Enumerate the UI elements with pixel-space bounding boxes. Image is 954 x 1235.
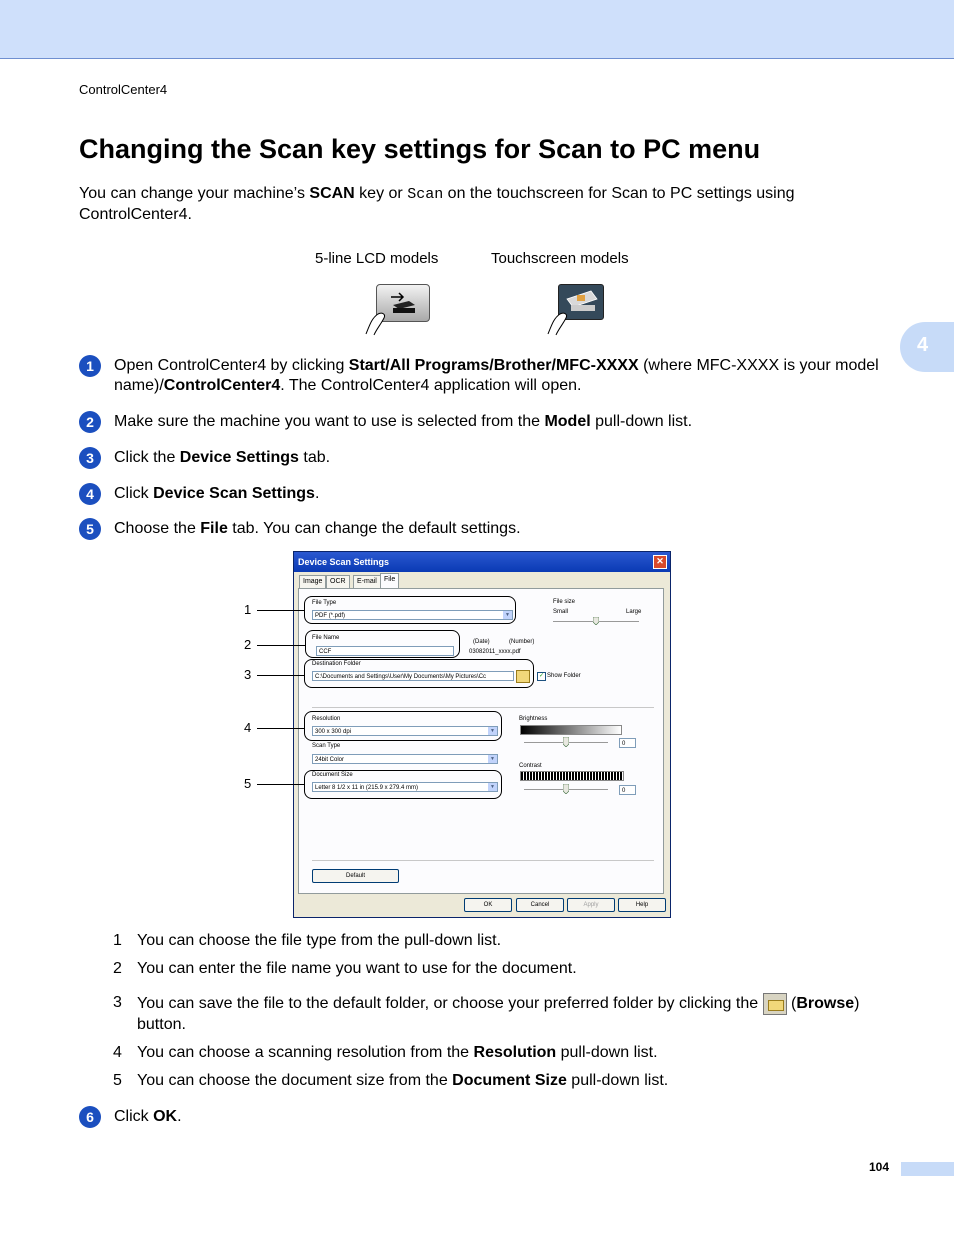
step-1: 1 Open ControlCenter4 by clicking Start/All Programs/Brother/MFC-XXXX (where MFC-XXXX is your model name)/ControlCenter4. The ControlCenter4 application will open. (79, 356, 889, 396)
tab-image[interactable]: Image (299, 575, 326, 588)
step-4: 4 Click Device Scan Settings. (79, 484, 889, 504)
close-icon[interactable]: ✕ (653, 555, 667, 569)
page-number-bar (901, 1162, 954, 1176)
callout-oval-file-name (305, 630, 460, 658)
brightness-input[interactable]: 0 (619, 738, 636, 748)
legend-item: 2 You can enter the file name you want to use for the document. (113, 960, 577, 977)
step-3: 3 Click the Device Settings tab. (79, 448, 889, 468)
chapter-tab: 4 (900, 322, 954, 372)
lcd-models-label: 5-line LCD models (315, 250, 439, 267)
step-number: 4 (79, 483, 101, 505)
chevron-down-icon: ▼ (488, 755, 497, 763)
file-name-label: File Name (312, 635, 340, 641)
legend-item: 1 You can choose the file type from the pull-down list. (113, 932, 502, 949)
file-name-sample: 03082011_xxxx.pdf (469, 649, 521, 655)
step-number: 5 (79, 518, 101, 540)
contrast-input[interactable]: 0 (619, 785, 636, 795)
callout-line (257, 610, 305, 611)
step-6: 6 Click OK. (79, 1107, 889, 1127)
file-size-large-label: Large (626, 609, 642, 615)
callout-oval-resolution (304, 711, 502, 741)
ok-button[interactable]: OK (464, 898, 512, 912)
slider-thumb-icon[interactable] (563, 737, 569, 747)
file-type-label: File Type (312, 600, 337, 606)
file-type-select[interactable]: PDF (*.pdf) ▼ (312, 610, 513, 620)
document-size-label: Document Size (312, 772, 353, 778)
dialog-titlebar (294, 552, 670, 572)
date-label: (Date) (473, 639, 490, 645)
legend-item: 5 You can choose the document size from the Document Size pull-down list. (113, 1072, 669, 1089)
callout-number: 2 (244, 637, 252, 652)
chevron-down-icon: ▼ (503, 611, 512, 619)
legend-item: 3 You can save the file to the default folder, or choose your preferred folder by clicking the (Browse) button. (113, 994, 860, 1033)
resolution-select[interactable]: 300 x 300 dpi ▼ (312, 726, 498, 736)
default-button[interactable]: Default (312, 869, 399, 883)
tab-email[interactable]: E-mail (353, 575, 381, 588)
tab-ocr[interactable]: OCR (326, 575, 350, 588)
callout-oval-document-size (304, 770, 502, 799)
step-2: 2 Make sure the machine you want to use is selected from the Model pull-down list. (79, 412, 889, 432)
file-size-small-label: Small (553, 609, 569, 615)
number-label: (Number) (509, 639, 535, 645)
callout-line (257, 784, 305, 785)
touchscreen-models-label: Touchscreen models (491, 250, 629, 267)
step-5: 5 Choose the File tab. You can change the default settings. (79, 519, 889, 539)
slider-thumb-icon[interactable] (563, 784, 569, 794)
document-size-select[interactable]: Letter 8 1/2 x 11 in (215.9 x 279.4 mm) ▼ (312, 782, 498, 792)
page-number: 104 (869, 1160, 890, 1174)
callout-number: 4 (244, 720, 252, 735)
show-folder-checkbox[interactable]: ✓ (538, 673, 545, 679)
finger-icon (362, 302, 396, 336)
show-folder-label: Show Folder (547, 673, 581, 679)
tab-file[interactable]: File (380, 573, 399, 589)
scan-type-select[interactable]: 24bit Color ▼ (312, 754, 498, 764)
divider (312, 707, 654, 708)
intro-paragraph: You can change your machine’s SCAN key or Scan on the touchscreen for Scan to PC settings using ControlCenter4. (79, 185, 795, 223)
destination-folder-input[interactable]: C:\Documents and Settings\User\My Documents\My Pictures\Cc (312, 671, 514, 681)
finger-icon (544, 302, 578, 336)
browse-folder-icon (763, 993, 787, 1015)
callout-number: 3 (244, 667, 252, 682)
step-number: 2 (79, 411, 101, 433)
divider (312, 860, 654, 861)
slider-thumb-icon[interactable] (593, 617, 599, 625)
callout-number: 1 (244, 602, 252, 617)
file-size-label: File size (553, 599, 576, 605)
contrast-label: Contrast (519, 763, 542, 769)
callout-number: 5 (244, 776, 252, 791)
legend-item: 4 You can choose a scanning resolution from the Resolution pull-down list. (113, 1044, 658, 1061)
resolution-label: Resolution (312, 716, 341, 722)
callout-line (257, 645, 306, 646)
apply-button[interactable]: Apply (567, 898, 615, 912)
callout-line (257, 675, 305, 676)
file-name-input[interactable]: CCF (316, 646, 454, 656)
cancel-button[interactable]: Cancel (516, 898, 564, 912)
callout-line (257, 728, 305, 729)
running-header: ControlCenter4 (79, 82, 168, 97)
page-title: Changing the Scan key settings for Scan to PC menu (79, 134, 761, 164)
chevron-down-icon: ▼ (488, 783, 497, 791)
brightness-gradient (520, 725, 622, 735)
step-number: 3 (79, 447, 101, 469)
header-band (0, 0, 954, 59)
chevron-down-icon: ▼ (488, 727, 497, 735)
callout-oval-file-type (304, 596, 516, 624)
scan-type-label: Scan Type (312, 743, 341, 749)
brightness-label: Brightness (519, 716, 548, 722)
step-number: 1 (79, 355, 101, 377)
help-button[interactable]: Help (618, 898, 666, 912)
dialog-title: Device Scan Settings (298, 557, 390, 567)
contrast-pattern (520, 771, 624, 781)
destination-folder-label: Destination Folder (312, 661, 361, 667)
callout-oval-destination (304, 659, 534, 688)
step-number: 6 (79, 1106, 101, 1128)
